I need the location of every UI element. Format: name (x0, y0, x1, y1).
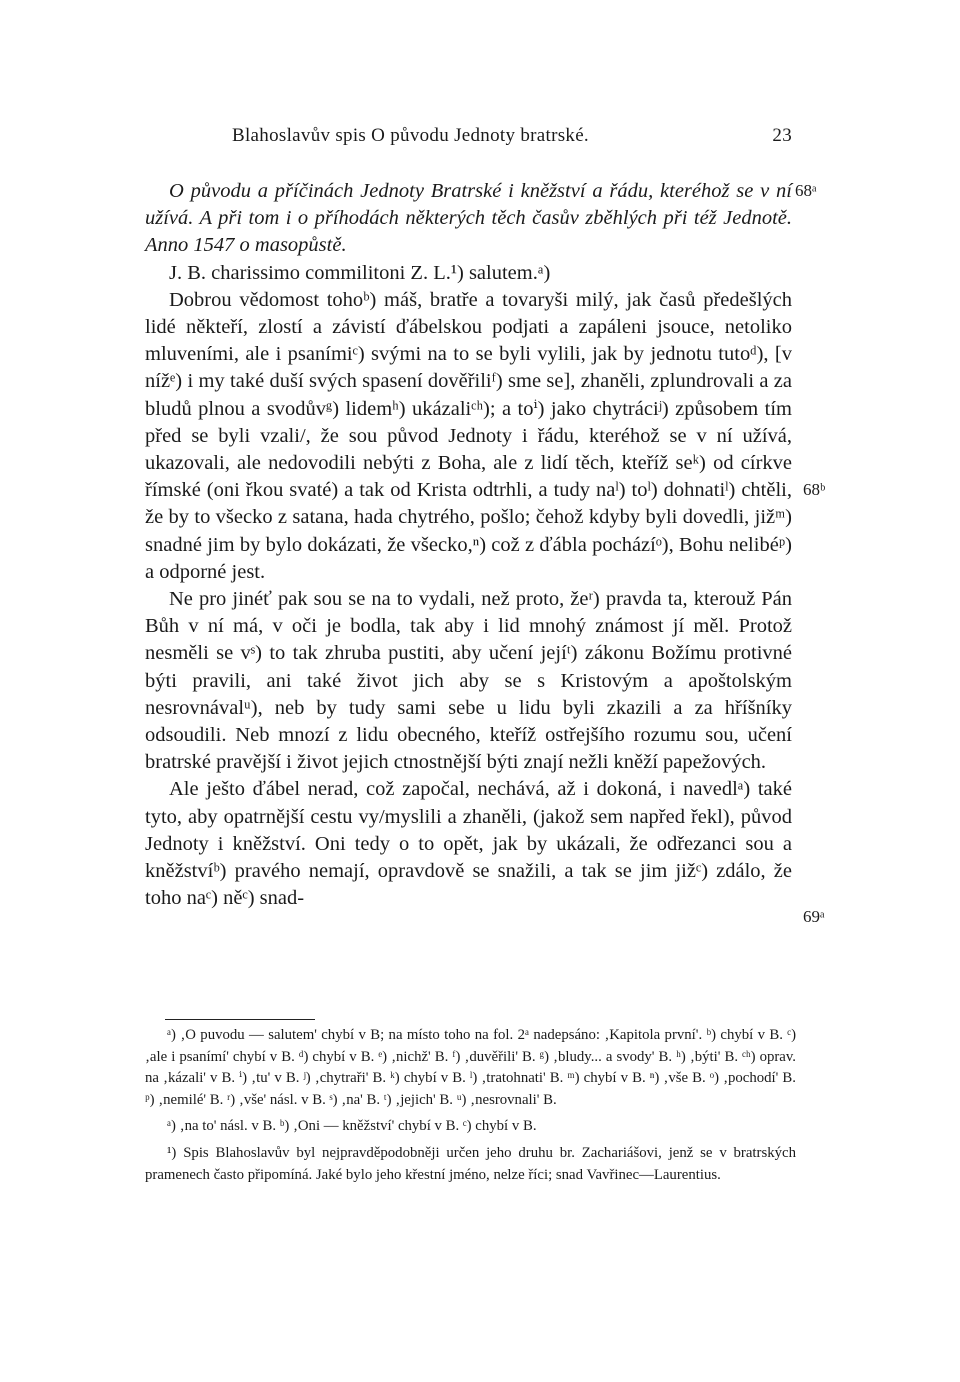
running-header (232, 125, 792, 151)
margin-folio-68a: 68ᵃ (795, 181, 817, 200)
chapter-heading: O původu a příčinách Jednoty Bratrské i kněžství a řádu, kteréhož se v ní užívá. A při tom i o příhodách některých těch časův zběhlých při též Jednotě. Anno 1547 o masopůstě. (145, 180, 792, 257)
paragraph-3: Ale ješto ďábel nerad, což započal, nechává, až i dokoná, i navedlᵃ) také tyto, aby opatrnější cestu vy/myslili a zhaněli, (jakož sem napřed řekl), původ Jednoty i kněžství. Oni tedy o to opět, jak by ukázali, že odřezanci sou a kněžstvíᵇ) pravého nemají, opravdově se snažili, a tak se jim jižᶜ) zdálo, že toho naᶜ) něᶜ) snad- (145, 778, 792, 910)
margin-folio-68b: 68ᵇ (803, 480, 826, 499)
paragraph-1: Dobrou vědomost tohoᵇ) máš, bratře a tovaryši milý, jak časů předešlých lidé někteří, zlostí a závistí ďábelskou podjati a zapáleni jsouce, netoliko mluveními, ale i psanímiᶜ) svými na to se byli vylili, jak by jednotu tutoᵈ), [v nížᵉ) i my také duší svých spasení dověřiliᶠ) sme se], zhaněli, zplundrovali a za bludů plnou a svodůvᵍ) lidemʰ) ukázaliᶜʰ); a toⁱ) jako chytráciʲ) způsobem tím před se byli vzali/, že sou původ Jednoty i řádu, kteréhož se v ní užívá, ukazovali, ale nedovodili nebýti z Boha, ale z lidí těch, kteříž seᵏ) od církve římské (oni řkou svaté) a tak od Krista odtrhli, a tudy naˡ) toˡ) dohnatiˡ) chtěli, že by to všecko z satana, hada chytrého, pošlo; čehož kdyby byli dovedli, jižᵐ) snadné jim by bylo dokázati, že všecko,ⁿ) což z ďábla pocházíᵒ), Bohu nelibéᵖ) a odporné jest. (145, 288, 792, 583)
footnote-apparatus-1: ᵃ) ‚O puvodu — salutem' chybí v B; na místo toho na fol. 2ᵃ nadepsáno: ‚Kapitola první'. ᵇ) chybí v B. ᶜ) ‚ale i psanímí' chybí v B. ᵈ) chybí v B. ᵉ) ‚nichž' B. ᶠ) ‚duvěřili' B. ᵍ) ‚bludy... a svody' B. ʰ) ‚býti' B. ᶜʰ) oprav. na ‚kázali' v B. ⁱ) ‚tu' v B. ʲ) ‚chytraři' B. ᵏ) chybí v B. ˡ) ‚tratohnati' B. ᵐ) chybí v B. ⁿ) ‚vše B. ᵒ) ‚pochodí' B. ᵖ) ‚nemilé' B. ʳ) ‚vše' násl. v B. ˢ) ‚na' B. ᵗ) ‚jejich' B. ᵘ) ‚nesrovnali' B. (145, 1027, 796, 1108)
footnote-apparatus-2: ᵃ) ‚na to' násl. v B. ᵇ) ‚Oni — kněžství' chybí v B. ᶜ) chybí v B. (167, 1118, 537, 1135)
salutation: J. B. charissimo commilitoni Z. L.¹) salutem.ᵃ) (169, 261, 551, 284)
main-text (145, 178, 792, 912)
margin-folio-69a: 69ᵃ (803, 907, 825, 926)
page-number: 23 (772, 125, 792, 146)
running-title: Blahoslavův spis O původu Jednoty bratrské. (232, 125, 589, 146)
paragraph-2: Ne pro jinéť pak sou se na to vydali, než proto, žeʳ) pravda ta, kterouž Pán Bůh v ní má, v oči je bodla, tak aby i lid mnohý známost jí měl. Protož nesměli se vˢ) to tak zhruba pustiti, aby učení jejíᵗ) zákonu Božímu protivné býti pravili, ani také život jich aby se s Kristovým a apoštolským nesrovnávalᵘ), neb by tudy sami sebe u lidu byli zkazili a za hříšníky odsoudili. Neb mnozí z lidu obecného, kteříž ostřejšího rozumu sou, učení bratrské pravější i život jejich ctnostnější býti znají nežli kněží papežových. (145, 588, 792, 774)
footnote-rule (165, 1019, 315, 1020)
footnotes (145, 1025, 796, 1186)
footnote-editorial: ¹) Spis Blahoslavův byl nejpravděpodobněji určen jeho druhu br. Zachariášovi, jenž se v bratrských pramenech často připomíná. Jaké bylo jeho křestní jméno, nelze říci; snad Vavřinec—Laurentius. (145, 1144, 796, 1183)
